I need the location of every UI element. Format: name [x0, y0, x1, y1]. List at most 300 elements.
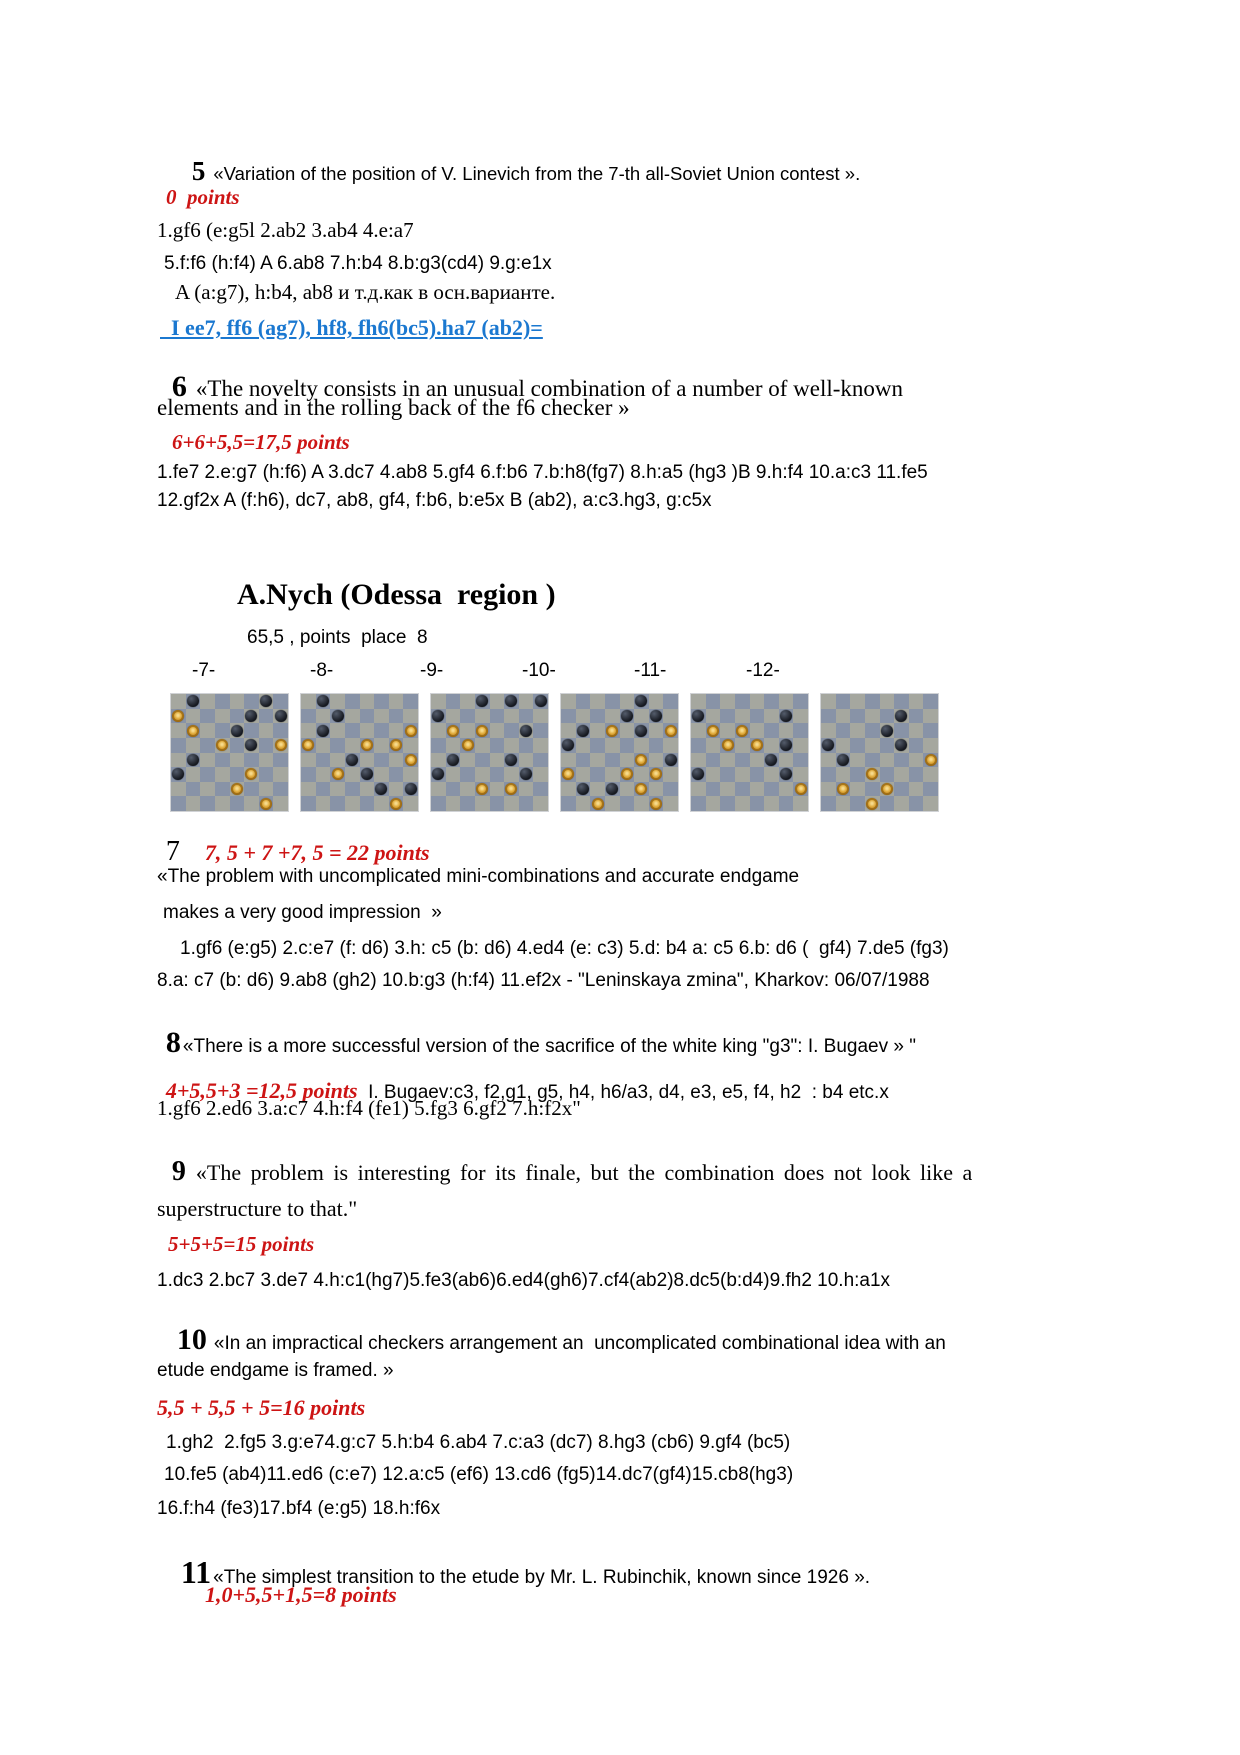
author-name: A.Nych (Odessa region ) [237, 578, 556, 611]
board-cell [691, 709, 706, 724]
board-cell [360, 738, 375, 753]
board-cell [431, 738, 446, 753]
board-cell [779, 723, 794, 738]
board-cell [663, 709, 678, 724]
board-cell [345, 753, 360, 768]
board-cell [735, 767, 750, 782]
board-cell [171, 723, 186, 738]
black-checker-piece [447, 754, 459, 766]
board-cell [519, 738, 534, 753]
board-cell [215, 694, 230, 709]
problem-8-heading [157, 1008, 916, 1060]
board-cell [605, 782, 620, 797]
board-cell [663, 753, 678, 768]
board-cell [504, 694, 519, 709]
black-checker-piece [837, 754, 849, 766]
white-checker-piece [736, 725, 748, 737]
board-cell [793, 723, 808, 738]
variant-link[interactable]: I ee7, ff6 (ag7), hf8, fh6(bc5).ha7 (ab2)= [160, 315, 543, 340]
board-cell [504, 753, 519, 768]
board-cell [446, 738, 461, 753]
board-cell [691, 782, 706, 797]
board-cell [316, 753, 331, 768]
board-cell [750, 709, 765, 724]
board-cell [403, 709, 418, 724]
board-cell [706, 782, 721, 797]
board-cell [301, 782, 316, 797]
problem-7-moves-line2: 8.a: c7 (b: d6) 9.ab8 (gh2) 10.b:g3 (h:f4) 11.ef2x - "Leninskaya zmina", Kharkov: 06/07/1988 [157, 970, 930, 991]
board-cell [764, 753, 779, 768]
board-cell [389, 753, 404, 768]
white-checker-piece [476, 725, 488, 737]
board-cell [389, 738, 404, 753]
black-checker-piece [432, 768, 444, 780]
board-cell [200, 796, 215, 811]
board-cell [171, 738, 186, 753]
board-cell [605, 709, 620, 724]
board-cell [389, 782, 404, 797]
board-cell [620, 738, 635, 753]
problem-5-note-cyrillic: A (a:g7), h:b4, ab8 и т.д.как в осн.варианте. [175, 280, 556, 304]
board-cell [230, 796, 245, 811]
board-cell [533, 767, 548, 782]
problem-9-title-line1: «The problem is interesting for its finale, but the combination does not look like a [195, 1160, 973, 1185]
problem-7-points: 7, 5 + 7 +7, 5 = 22 points [204, 840, 430, 865]
board-cell [533, 723, 548, 738]
white-checker-piece [361, 739, 373, 751]
board-cell [923, 694, 938, 709]
board-cell [865, 694, 880, 709]
board-cell [230, 738, 245, 753]
problem-5-heading [183, 138, 860, 187]
white-checker-piece [447, 725, 459, 737]
board-cell [330, 753, 345, 768]
board-cell [605, 694, 620, 709]
board-cell [649, 753, 664, 768]
board-cell [186, 753, 201, 768]
problem-6-title-line2: elements and in the rolling back of the f6 checker » [157, 395, 630, 420]
board-cell [735, 753, 750, 768]
board-cell [186, 782, 201, 797]
board-cell [576, 753, 591, 768]
board-cell [576, 782, 591, 797]
board-cell [475, 709, 490, 724]
board-cell [460, 767, 475, 782]
board-cell [750, 753, 765, 768]
black-checker-piece [535, 695, 547, 707]
problem-9-title-line2: superstructure to that." [157, 1196, 358, 1221]
board-cell [230, 753, 245, 768]
board-cell [460, 694, 475, 709]
board-cell [880, 723, 895, 738]
board-cell [620, 694, 635, 709]
board-cell [490, 767, 505, 782]
board-cell [215, 767, 230, 782]
black-checker-piece [606, 783, 618, 795]
white-checker-piece [562, 768, 574, 780]
board-cell [431, 753, 446, 768]
problem-5-number: 5 [191, 156, 206, 186]
board-cell [244, 738, 259, 753]
black-checker-piece [432, 710, 444, 722]
board-cell [923, 753, 938, 768]
board-cell [533, 694, 548, 709]
white-checker-piece [390, 739, 402, 751]
white-checker-piece [650, 798, 662, 810]
problem-10-number: 10 [176, 1323, 207, 1356]
board-cell [431, 796, 446, 811]
white-checker-piece [476, 783, 488, 795]
board-cell [909, 796, 924, 811]
board-cell [836, 753, 851, 768]
white-checker-piece [260, 798, 272, 810]
board-cell [345, 796, 360, 811]
black-checker-piece [780, 768, 792, 780]
problem-5-moves-serif: 1.gf6 (e:g5l 2.ab2 3.ab4 4.e:a7 [157, 218, 414, 242]
board-cell [273, 782, 288, 797]
board-cell [374, 767, 389, 782]
black-checker-piece [317, 725, 329, 737]
white-checker-piece [172, 710, 184, 722]
board-label-10: -10- [522, 660, 556, 681]
board-cell [490, 796, 505, 811]
board-cell [475, 753, 490, 768]
black-checker-piece [375, 783, 387, 795]
board-cell [720, 694, 735, 709]
board-cell [316, 796, 331, 811]
board-cell [793, 694, 808, 709]
black-checker-piece [635, 695, 647, 707]
black-checker-piece [505, 754, 517, 766]
board-cell [923, 782, 938, 797]
board-cell [374, 709, 389, 724]
board-cell [519, 767, 534, 782]
board-cell [735, 782, 750, 797]
board-cell [649, 767, 664, 782]
board-cell [403, 767, 418, 782]
board-cell [301, 709, 316, 724]
board-cell [215, 738, 230, 753]
board-cell [259, 782, 274, 797]
checkers-board-12 [821, 694, 938, 811]
white-checker-piece [837, 783, 849, 795]
problem-8-points-note: I. Bugaev:c3, f2,g1, g5, h4, h6/a3, d4, e3, e5, f4, h2 : b4 etc.x [357, 1082, 889, 1103]
problem-9-moves: 1.dc3 2.bc7 3.de7 4.h:c1(hg7)5.fe3(ab6)6.ed4(gh6)7.cf4(ab2)8.dc5(b:d4)9.fh2 10.h:a1x [157, 1270, 891, 1291]
board-cell [345, 738, 360, 753]
board-cell [244, 753, 259, 768]
board-cell [561, 796, 576, 811]
board-cell [706, 694, 721, 709]
board-cell [735, 709, 750, 724]
black-checker-piece [692, 710, 704, 722]
board-cell [909, 709, 924, 724]
board-cell [301, 723, 316, 738]
white-checker-piece [275, 739, 287, 751]
problem-5-points: 0 points [166, 185, 240, 209]
board-cell [215, 782, 230, 797]
board-cell [533, 796, 548, 811]
board-cell [389, 694, 404, 709]
board-cell [460, 723, 475, 738]
board-cell [923, 709, 938, 724]
board-cell [909, 767, 924, 782]
board-cell [244, 709, 259, 724]
problem-7-title-line1: «The problem with uncomplicated mini-combinations and accurate endgame [157, 866, 800, 887]
board-cell [894, 796, 909, 811]
board-cell [634, 782, 649, 797]
board-cell [706, 738, 721, 753]
board-cell [200, 753, 215, 768]
board-cell [706, 709, 721, 724]
board-cell [894, 694, 909, 709]
board-cell [316, 738, 331, 753]
board-cell [301, 796, 316, 811]
board-cell [490, 723, 505, 738]
board-cell [215, 796, 230, 811]
checkers-board-8 [301, 694, 418, 811]
board-cell [779, 767, 794, 782]
board-cell [215, 753, 230, 768]
board-cell [561, 723, 576, 738]
board-cell [504, 709, 519, 724]
board-cell [821, 738, 836, 753]
board-cell [750, 782, 765, 797]
board-cell [894, 738, 909, 753]
board-cell [259, 723, 274, 738]
board-cell [374, 753, 389, 768]
board-cell [836, 694, 851, 709]
board-cell [360, 753, 375, 768]
board-cell [821, 753, 836, 768]
board-cell [836, 782, 851, 797]
board-cell [620, 709, 635, 724]
board-cell [316, 694, 331, 709]
board-cell [720, 723, 735, 738]
white-checker-piece [592, 798, 604, 810]
board-cell [605, 753, 620, 768]
black-checker-piece [895, 739, 907, 751]
board-cell [200, 709, 215, 724]
board-cell [389, 709, 404, 724]
problem-6-number: 6 [171, 370, 187, 403]
board-cell [460, 782, 475, 797]
checkers-board-9 [431, 694, 548, 811]
board-cell [490, 694, 505, 709]
board-cell [403, 738, 418, 753]
board-cell [706, 753, 721, 768]
board-cell [259, 796, 274, 811]
board-cell [374, 782, 389, 797]
board-cell [519, 782, 534, 797]
board-cell [403, 694, 418, 709]
board-cell [403, 782, 418, 797]
board-cell [374, 723, 389, 738]
board-cell [909, 782, 924, 797]
board-cell [649, 709, 664, 724]
board-cell [200, 767, 215, 782]
board-cell [779, 738, 794, 753]
board-cell [793, 782, 808, 797]
black-checker-piece [765, 754, 777, 766]
board-cell [460, 709, 475, 724]
board-cell [360, 796, 375, 811]
board-cell [706, 723, 721, 738]
board-cell [330, 796, 345, 811]
board-cell [764, 723, 779, 738]
problem-6-points: 6+6+5,5=17,5 points [172, 430, 350, 454]
board-cell [490, 753, 505, 768]
board-cell [836, 738, 851, 753]
board-cell [793, 753, 808, 768]
black-checker-piece [635, 725, 647, 737]
problem-6-moves-line2: 12.gf2x A (f:h6), dc7, ab8, gf4, f:b6, b:e5x B (ab2), a:c3.hg3, g:c5x [157, 490, 712, 511]
board-cell [273, 738, 288, 753]
board-cell [880, 796, 895, 811]
black-checker-piece [780, 710, 792, 722]
board-cell [649, 738, 664, 753]
black-checker-piece [476, 695, 488, 707]
board-cell [576, 694, 591, 709]
board-cell [533, 709, 548, 724]
board-cell [865, 709, 880, 724]
black-checker-piece [187, 754, 199, 766]
board-cell [475, 796, 490, 811]
board-cell [894, 709, 909, 724]
board-cell [821, 694, 836, 709]
white-checker-piece [635, 783, 647, 795]
checkers-board-10 [561, 694, 678, 811]
white-checker-piece [187, 725, 199, 737]
board-cell [865, 767, 880, 782]
board-cell [301, 738, 316, 753]
board-cell [605, 796, 620, 811]
board-cell [330, 723, 345, 738]
board-cell [720, 796, 735, 811]
board-cell [764, 782, 779, 797]
board-cell [345, 694, 360, 709]
board-cell [273, 709, 288, 724]
board-cell [691, 694, 706, 709]
board-cell [504, 796, 519, 811]
board-cell [764, 738, 779, 753]
board-cell [504, 782, 519, 797]
board-cell [200, 694, 215, 709]
board-cell [620, 753, 635, 768]
board-cell [793, 767, 808, 782]
board-cell [504, 738, 519, 753]
board-cell [894, 753, 909, 768]
board-cell [504, 723, 519, 738]
board-cell [230, 709, 245, 724]
board-cell [620, 723, 635, 738]
board-cell [720, 709, 735, 724]
board-cell [301, 753, 316, 768]
board-cell [561, 753, 576, 768]
board-cell [634, 723, 649, 738]
board-cell [720, 738, 735, 753]
board-cell [605, 738, 620, 753]
board-cell [865, 782, 880, 797]
board-cell [360, 782, 375, 797]
board-cell [403, 723, 418, 738]
board-cell [779, 709, 794, 724]
board-cell [663, 738, 678, 753]
board-cell [186, 709, 201, 724]
board-cell [663, 782, 678, 797]
white-checker-piece [332, 768, 344, 780]
black-checker-piece [172, 768, 184, 780]
board-label-9: -9- [420, 660, 444, 681]
board-cell [561, 767, 576, 782]
board-cell [720, 782, 735, 797]
black-checker-piece [881, 725, 893, 737]
problem-7-heading [157, 818, 430, 868]
problem-10-heading [168, 1305, 946, 1357]
board-cell [330, 694, 345, 709]
board-cell [273, 767, 288, 782]
board-cell [490, 738, 505, 753]
board-cell [316, 767, 331, 782]
board-cell [475, 723, 490, 738]
board-cell [244, 796, 259, 811]
board-cell [880, 694, 895, 709]
board-cell [764, 796, 779, 811]
board-cell [649, 694, 664, 709]
board-cell [186, 723, 201, 738]
board-cell [620, 796, 635, 811]
board-cell [634, 709, 649, 724]
board-cell [446, 709, 461, 724]
board-cell [490, 709, 505, 724]
board-cell [590, 767, 605, 782]
board-cell [533, 753, 548, 768]
board-cell [576, 709, 591, 724]
board-cell [259, 753, 274, 768]
board-cell [821, 796, 836, 811]
white-checker-piece [925, 754, 937, 766]
board-cell [750, 694, 765, 709]
white-checker-piece [606, 725, 618, 737]
board-cell [431, 767, 446, 782]
board-cell [880, 753, 895, 768]
board-cell [360, 694, 375, 709]
board-cell [475, 767, 490, 782]
white-checker-piece [405, 754, 417, 766]
board-label-8: -8- [310, 660, 334, 681]
board-cell [850, 738, 865, 753]
board-cell [821, 767, 836, 782]
board-cell [330, 738, 345, 753]
problem-10-title-line2: etude endgame is framed. » [157, 1360, 394, 1381]
board-cell [316, 709, 331, 724]
board-cell [475, 694, 490, 709]
black-checker-piece [275, 710, 287, 722]
white-checker-piece [621, 768, 633, 780]
board-cell [691, 767, 706, 782]
black-checker-piece [520, 725, 532, 737]
board-cell [894, 782, 909, 797]
board-cell [259, 767, 274, 782]
black-checker-piece [895, 710, 907, 722]
white-checker-piece [405, 725, 417, 737]
board-cell [200, 782, 215, 797]
board-cell [403, 753, 418, 768]
white-checker-piece [635, 754, 647, 766]
board-cell [821, 782, 836, 797]
board-cell [793, 709, 808, 724]
board-cell [909, 738, 924, 753]
board-cell [446, 796, 461, 811]
